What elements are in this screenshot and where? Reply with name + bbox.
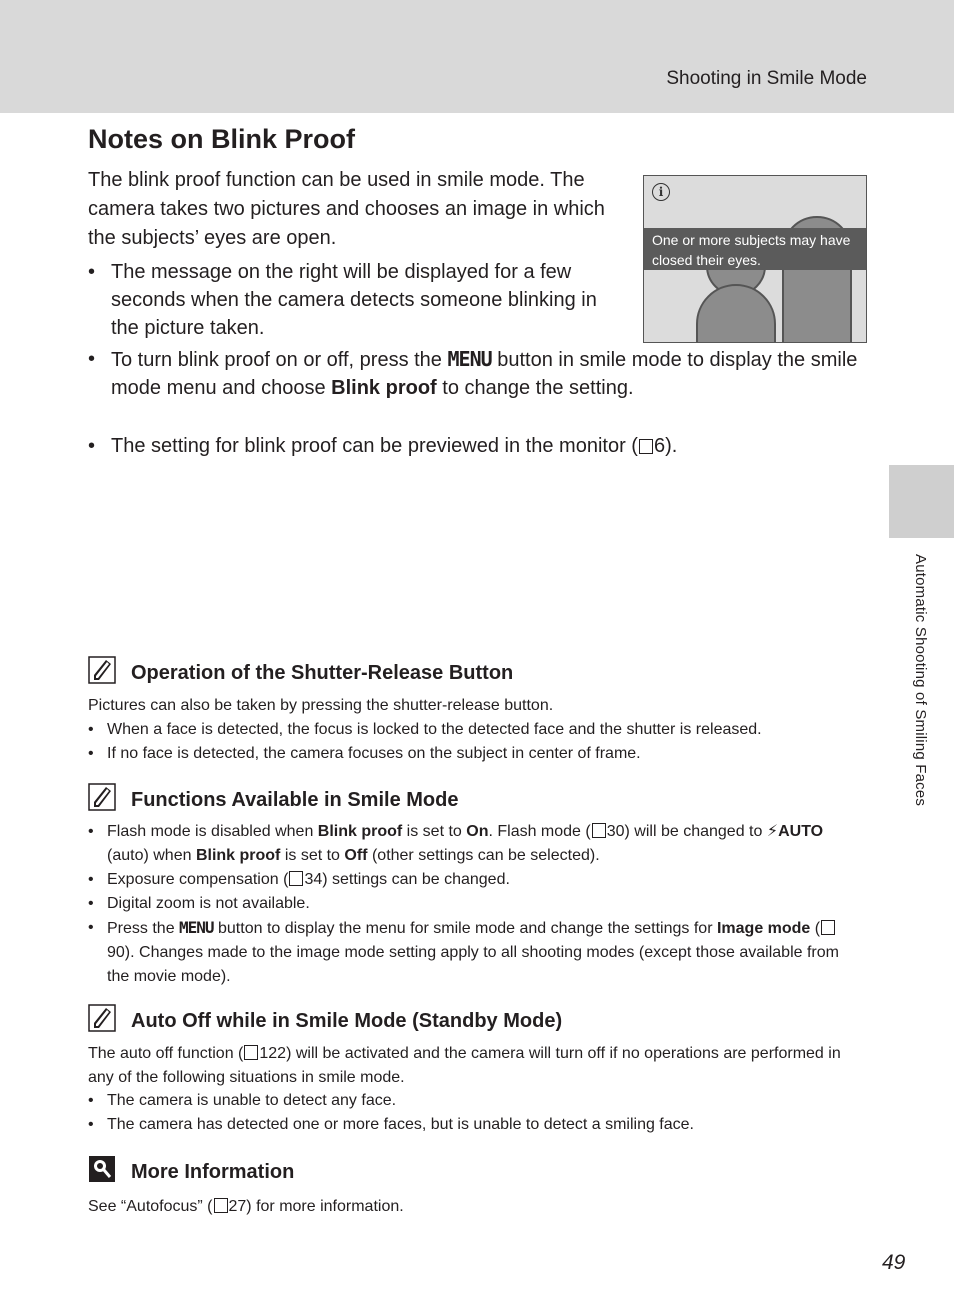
- magnifier-note-icon: [88, 1155, 116, 1183]
- note-title: More Information: [131, 1161, 295, 1183]
- pencil-note-icon: [88, 656, 116, 684]
- bullet-dot: •: [88, 435, 96, 457]
- book-icon: [821, 920, 835, 935]
- book-icon: [244, 1045, 258, 1060]
- note-bullet: • The camera is unable to detect any face.: [88, 1092, 397, 1109]
- bullet-text: The message on the right will be displayed for a few seconds when the camera detects someone blinking in the picture taken.: [111, 261, 597, 339]
- person-silhouette: [696, 284, 776, 343]
- pencil-note-icon: [88, 1004, 116, 1032]
- header-band: [0, 0, 954, 113]
- bullet-item: [88, 258, 618, 342]
- note-text: Pictures can also be taken by pressing the shutter-release button.: [88, 697, 554, 714]
- note-bullet: • If no face is detected, the camera focuses on the subject in center of frame.: [88, 745, 641, 762]
- note-bullet: • When a face is detected, the focus is locked to the detected face and the shutter is released.: [88, 721, 762, 738]
- note-bullet: • Flash mode is disabled when Blink proof is set to On. Flash mode ( 30) will be changed to ⚡AUTO (auto) when Blink proof is set to Off (other settings can be selected).: [88, 823, 824, 864]
- menu-button-icon: MENU: [179, 918, 214, 937]
- pencil-note-icon: [88, 783, 116, 811]
- side-tab-label: Automatic Shooting of Smiling Faces: [912, 554, 929, 807]
- flash-auto-icon: ⚡AUTO: [766, 823, 824, 840]
- note-text: The auto off function ( 122) will be activated and the camera will turn off if no operations are performed in any of the following situations in smile mode.: [88, 1045, 841, 1086]
- note-bullet: • Exposure compensation ( 34) settings can be changed.: [88, 871, 510, 888]
- bullet-dot: •: [88, 261, 96, 283]
- book-icon: [639, 439, 653, 454]
- monitor-illustration: [643, 175, 867, 343]
- monitor-message: One or more subjects may have closed their eyes.: [644, 228, 866, 270]
- book-icon: [289, 871, 303, 886]
- note-bullet: • Press the MENU button to display the menu for smile mode and change the settings for Image mode (90). Changes made to the image mode setting apply to all shooting modes (except those available from the movie mode).: [88, 918, 839, 985]
- book-icon: [214, 1198, 228, 1213]
- note-title: Operation of the Shutter-Release Button: [131, 662, 514, 684]
- note-bullet: • The camera has detected one or more faces, but is unable to detect a smiling face.: [88, 1116, 694, 1133]
- note-text: See “Autofocus” ( 27) for more information.: [88, 1198, 404, 1215]
- side-tab: [889, 465, 954, 538]
- page-number: 49: [882, 1251, 906, 1274]
- note-title: Functions Available in Smile Mode: [131, 789, 459, 811]
- bullet-item: [88, 432, 868, 460]
- bullet-text: The setting for blink proof can be previewed in the monitor ( 6).: [111, 435, 678, 457]
- menu-button-icon: MENU: [447, 347, 492, 371]
- bullet-dot: •: [88, 348, 96, 370]
- bullet-text: To turn blink proof on or off, press the MENU button in smile mode to display the smile mode menu and choose Blink proof to change the setting.: [111, 347, 858, 399]
- info-icon: i: [652, 183, 670, 201]
- bullet-item: [88, 345, 868, 402]
- book-icon: [592, 823, 606, 838]
- running-head: Shooting in Smile Mode: [666, 68, 867, 89]
- note-title: Auto Off while in Smile Mode (Standby Mode): [131, 1010, 563, 1032]
- intro-paragraph: The blink proof function can be used in smile mode. The camera takes two pictures and chooses an image in which the subjects’ eyes are open.: [88, 169, 605, 249]
- page-title: Notes on Blink Proof: [88, 124, 356, 154]
- note-bullet: • Digital zoom is not available.: [88, 895, 310, 912]
